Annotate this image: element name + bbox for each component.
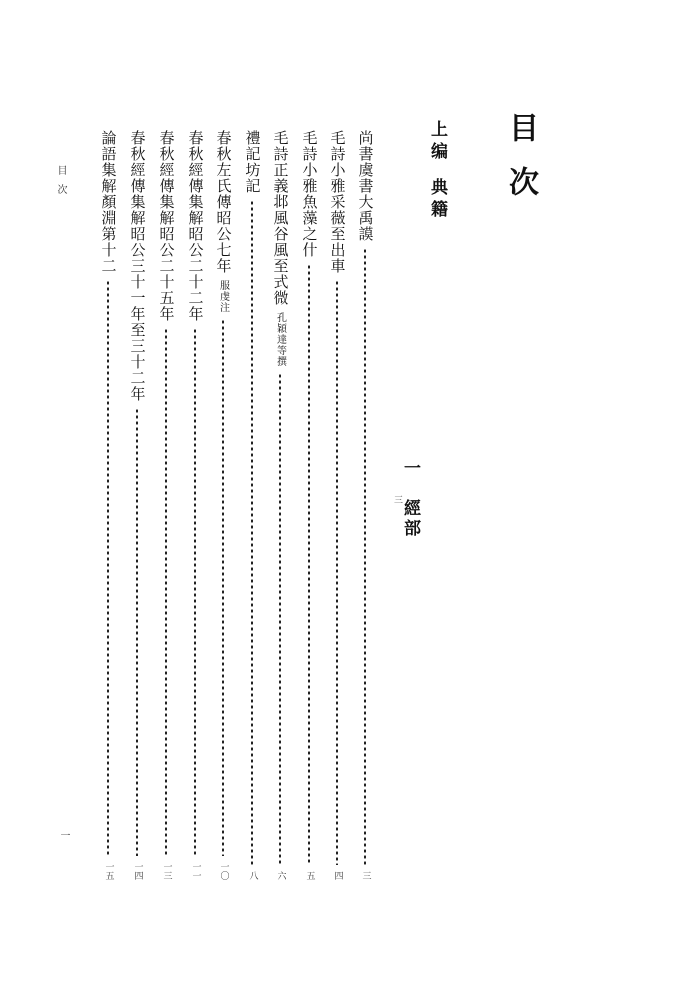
folio: 一	[58, 830, 69, 840]
page-number: 三	[392, 494, 402, 504]
dot-leader	[194, 328, 196, 856]
page-number: 一五	[103, 862, 114, 880]
entry-title: 毛詩小雅魚藻之什	[300, 130, 319, 258]
toc-chapter-entry[interactable]	[392, 118, 420, 880]
entry-title: 尚書虞書大禹謨	[356, 130, 375, 242]
entry-title: 論語集解顏淵第十二	[99, 130, 118, 274]
page-number: 一〇	[218, 862, 229, 880]
entry-title: 毛詩小雅采薇至出車	[328, 130, 347, 274]
page-number: 六	[275, 871, 286, 880]
page-number: 八	[247, 871, 258, 880]
dot-leader	[165, 328, 167, 856]
entry-title: 毛詩正義邶風谷風至式微	[271, 130, 290, 306]
toc-entry[interactable]	[126, 130, 148, 880]
entry-author-note: 服虔注	[217, 280, 229, 313]
entry-title: 春秋經傳集解昭公二十五年	[157, 130, 176, 322]
dot-leader	[279, 373, 281, 865]
entry-title: 春秋左氏傳昭公七年	[214, 130, 233, 274]
dot-leader	[336, 280, 338, 865]
page-number: 一三	[161, 862, 172, 880]
toc-entry[interactable]	[97, 130, 119, 880]
toc-entry[interactable]	[212, 130, 234, 880]
dot-leader	[364, 248, 366, 865]
section-heading	[428, 120, 445, 222]
dot-leader	[107, 280, 109, 856]
dot-leader	[251, 200, 253, 865]
page-number: 四	[332, 871, 343, 880]
entry-author-note: 孔穎達等撰	[274, 312, 286, 367]
toc-entry[interactable]	[326, 130, 348, 880]
dot-leader	[136, 408, 138, 856]
page-number: 一四	[132, 862, 143, 880]
running-head: 目次	[55, 165, 66, 203]
dot-leader	[222, 319, 224, 856]
toc-entry[interactable]	[184, 130, 206, 880]
page-title: 目次	[503, 112, 538, 220]
toc-entry[interactable]	[298, 130, 320, 880]
section-name: 典籍	[427, 178, 447, 222]
page-number: 三	[360, 871, 371, 880]
entry-title: 春秋經傳集解昭公二十二年	[186, 130, 205, 322]
chapter-label: 一 經部	[400, 459, 420, 539]
page-number: 一一	[190, 862, 201, 880]
dot-leader	[308, 264, 310, 865]
toc-entry[interactable]	[354, 130, 376, 880]
toc-entry[interactable]	[155, 130, 177, 880]
entry-title: 春秋經傳集解昭公三十一年至三十二年	[128, 130, 147, 402]
entry-title: 禮記坊記	[243, 130, 262, 194]
toc-entry[interactable]	[269, 130, 291, 880]
section-part: 上编	[427, 120, 447, 164]
page-number: 五	[304, 871, 315, 880]
toc-entry[interactable]	[241, 130, 263, 880]
